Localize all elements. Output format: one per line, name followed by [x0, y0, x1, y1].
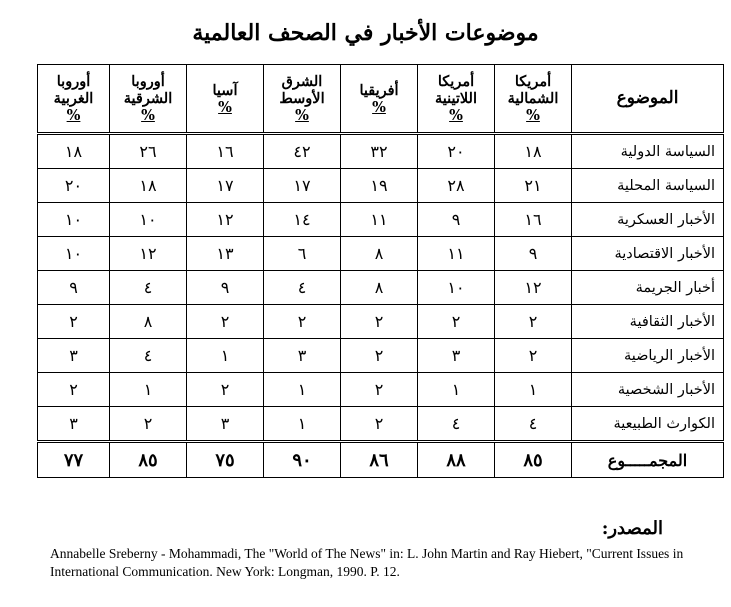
- value-cell: ١٢: [495, 271, 572, 305]
- value-cell: ١٦: [495, 203, 572, 237]
- total-value-cell: ٨٥: [495, 442, 572, 478]
- topic-column-header: الموضوع: [572, 65, 724, 134]
- percent-unit: %: [372, 98, 386, 116]
- value-cell: ٢٨: [418, 169, 495, 203]
- value-cell: ٢: [341, 373, 418, 407]
- value-cell: ١٢: [187, 203, 264, 237]
- percent-unit: %: [449, 107, 463, 124]
- value-cell: ٢: [264, 305, 341, 339]
- topic-cell: أخبار الجريمة: [572, 271, 724, 305]
- value-cell: ٤٢: [264, 134, 341, 169]
- value-cell: ٢٦: [110, 134, 187, 169]
- value-cell: ٢: [341, 407, 418, 442]
- value-cell: ٤: [418, 407, 495, 442]
- topic-cell: الأخبار الثقافية: [572, 305, 724, 339]
- value-cell: ٨: [341, 271, 418, 305]
- header-row: [38, 65, 724, 134]
- region-name-line1: آسيا: [212, 81, 238, 99]
- value-cell: ١: [264, 407, 341, 442]
- region-column-header: [341, 65, 418, 134]
- topic-cell: السياسة المحلية: [572, 169, 724, 203]
- value-cell: ٣: [187, 407, 264, 442]
- source-citation: Annabelle Sreberny - Mohammadi, The "World of The News" in: L. John Martin and Ray Hiebert, "Current Issues in International Communication. New York: Longman, 1990. P. 12.: [50, 546, 684, 579]
- value-cell: ٢: [110, 407, 187, 442]
- table-row: [38, 305, 724, 339]
- region-name-line1: الشرق: [281, 73, 323, 90]
- value-cell: ١١: [341, 203, 418, 237]
- table-row: [38, 373, 724, 407]
- region-column-header: [110, 65, 187, 134]
- region-column-header: [264, 65, 341, 134]
- value-cell: ١٧: [264, 169, 341, 203]
- value-cell: ٣: [418, 339, 495, 373]
- region-name-line2: الغربية: [53, 90, 94, 107]
- table-row: [38, 339, 724, 373]
- region-column-header: [418, 65, 495, 134]
- total-value-cell: ٩٠: [264, 442, 341, 478]
- topic-cell: السياسة الدولية: [572, 134, 724, 169]
- value-cell: ١٦: [187, 134, 264, 169]
- value-cell: ١٧: [187, 169, 264, 203]
- value-cell: ٣٢: [341, 134, 418, 169]
- value-cell: ١٨: [495, 134, 572, 169]
- value-cell: ١: [110, 373, 187, 407]
- value-cell: ٢: [38, 373, 110, 407]
- value-cell: ٢: [495, 305, 572, 339]
- region-name-line1: أوروبا: [56, 73, 91, 90]
- topic-cell: الأخبار الرياضية: [572, 339, 724, 373]
- total-label: المجمـــــوع: [572, 442, 724, 478]
- value-cell: ٢: [38, 305, 110, 339]
- topic-cell: الأخبار العسكرية: [572, 203, 724, 237]
- value-cell: ٣: [38, 339, 110, 373]
- value-cell: ٢: [341, 339, 418, 373]
- value-cell: ٤: [264, 271, 341, 305]
- region-name-line2: الشرقية: [123, 90, 173, 107]
- topic-cell: الأخبار الشخصية: [572, 373, 724, 407]
- region-name-line2: اللاتينية: [434, 90, 478, 107]
- region-name-line2: الأوسط: [279, 90, 325, 107]
- value-cell: ٢٠: [418, 134, 495, 169]
- region-name-line1: أوروبا: [131, 73, 165, 90]
- value-cell: ٢٠: [38, 169, 110, 203]
- region-name-line1: أمريكا: [437, 73, 475, 90]
- value-cell: ١٠: [38, 203, 110, 237]
- value-cell: ١١: [418, 237, 495, 271]
- table-row: [38, 237, 724, 271]
- value-cell: ٣: [264, 339, 341, 373]
- value-cell: ٢: [341, 305, 418, 339]
- table-row: [38, 134, 724, 169]
- value-cell: ٢: [187, 373, 264, 407]
- total-value-cell: ٨٥: [110, 442, 187, 478]
- table-row: [38, 169, 724, 203]
- percent-unit: %: [218, 98, 232, 116]
- table-row: [38, 271, 724, 305]
- value-cell: ١٨: [38, 134, 110, 169]
- value-cell: ٤: [110, 271, 187, 305]
- region-name-line1: أمريكا: [514, 73, 552, 90]
- value-cell: ٤: [495, 407, 572, 442]
- value-cell: ١: [264, 373, 341, 407]
- value-cell: ١: [418, 373, 495, 407]
- total-value-cell: ٧٧: [38, 442, 110, 478]
- value-cell: ٤: [110, 339, 187, 373]
- region-name-line2: الشمالية: [507, 90, 559, 107]
- value-cell: ١٠: [110, 203, 187, 237]
- table-row: [38, 407, 724, 442]
- page-title: موضوعات الأخبار في الصحف العالمية: [192, 20, 539, 46]
- percent-unit: %: [295, 107, 309, 124]
- value-cell: ١٠: [38, 237, 110, 271]
- value-cell: ١٠: [418, 271, 495, 305]
- value-cell: ١٨: [110, 169, 187, 203]
- value-cell: ١: [495, 373, 572, 407]
- value-cell: ١: [187, 339, 264, 373]
- value-cell: ١٩: [341, 169, 418, 203]
- value-cell: ٨: [110, 305, 187, 339]
- source-label: المصدر:: [601, 518, 663, 539]
- total-value-cell: ٧٥: [187, 442, 264, 478]
- value-cell: ١٣: [187, 237, 264, 271]
- news-topics-table: [37, 64, 724, 478]
- value-cell: ١٤: [264, 203, 341, 237]
- value-cell: ٢: [495, 339, 572, 373]
- topic-cell: الأخبار الاقتصادية: [572, 237, 724, 271]
- region-column-header: [38, 65, 110, 134]
- value-cell: ٨: [341, 237, 418, 271]
- total-row: [38, 442, 724, 478]
- total-value-cell: ٨٦: [341, 442, 418, 478]
- value-cell: ٢: [418, 305, 495, 339]
- value-cell: ٢١: [495, 169, 572, 203]
- percent-unit: %: [66, 107, 81, 124]
- value-cell: ٢: [187, 305, 264, 339]
- region-column-header: [495, 65, 572, 134]
- value-cell: ٩: [418, 203, 495, 237]
- table-row: [38, 203, 724, 237]
- value-cell: ٩: [495, 237, 572, 271]
- value-cell: ١٢: [110, 237, 187, 271]
- total-value-cell: ٨٨: [418, 442, 495, 478]
- region-column-header: [187, 65, 264, 134]
- table-body: [38, 134, 724, 442]
- topic-cell: الكوارث الطبيعية: [572, 407, 724, 442]
- percent-unit: %: [526, 107, 540, 124]
- value-cell: ٦: [264, 237, 341, 271]
- percent-unit: %: [141, 107, 155, 124]
- region-name-line1: أفريقيا: [359, 81, 399, 99]
- value-cell: ٩: [187, 271, 264, 305]
- value-cell: ٣: [38, 407, 110, 442]
- value-cell: ٩: [38, 271, 110, 305]
